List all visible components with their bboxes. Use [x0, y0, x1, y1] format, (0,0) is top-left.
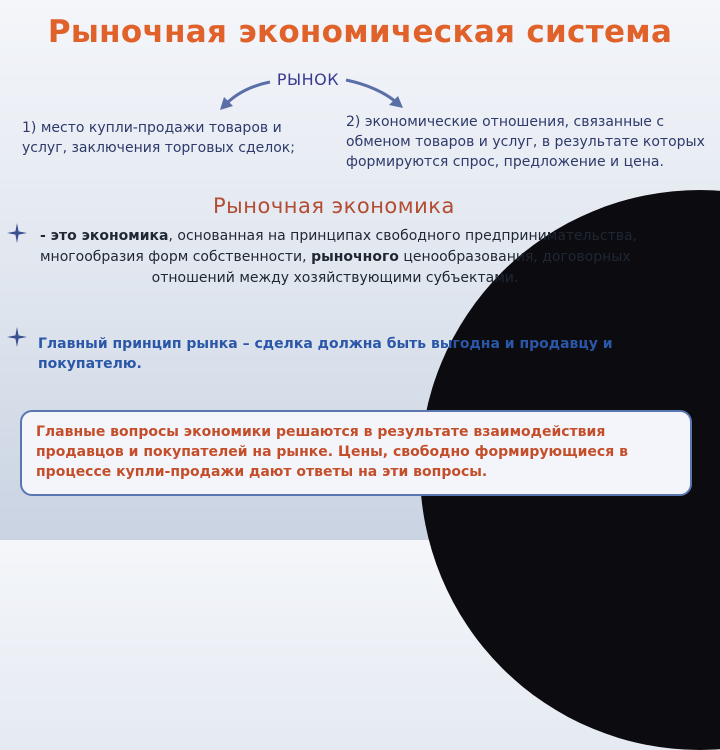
slide-title: Рыночная экономическая система: [47, 14, 673, 50]
para-text-b: многообразия форм собственности,: [40, 249, 312, 265]
section-subtitle: Рыночная экономика: [213, 194, 455, 218]
callout-text: Главные вопросы экономики решаются в результате взаимодействия продавцов и покупателей на рынке. Цены, свободно формирующиеся в процессе купли-продажи дают ответы на эти вопросы.: [36, 424, 628, 480]
summary-callout-box: [20, 410, 692, 496]
para-term: экономика: [81, 228, 169, 244]
bullet-star-icon: [6, 222, 28, 244]
market-definition-1: 1) место купли-продажи товаров и услуг, заключения торговых сделок;: [22, 120, 295, 156]
market-label: РЫНОК: [276, 70, 340, 89]
market-principle: Главный принцип рынка – сделка должна быть выгодна и продавцу и покупателю.: [38, 336, 613, 372]
para-text-d: отношений между хозяйствующими субъектами.: [151, 270, 519, 286]
para-term-2: рыночного: [311, 249, 399, 265]
market-economy-definition: [40, 226, 670, 289]
arrow-left-down-icon: [220, 82, 270, 110]
para-text-c: ценообразования, договорных: [398, 249, 631, 265]
bullet-star-icon: [6, 326, 28, 348]
market-definition-2: 2) экономические отношения, связанные с обменом товаров и услуг, в результате которых формируются спрос, предложение и цена.: [346, 114, 705, 170]
para-dash: - это: [40, 228, 82, 244]
para-text-a: , основанная на принципах свободного предпринимательства,: [168, 228, 638, 244]
arrow-right-down-icon: [346, 80, 403, 108]
